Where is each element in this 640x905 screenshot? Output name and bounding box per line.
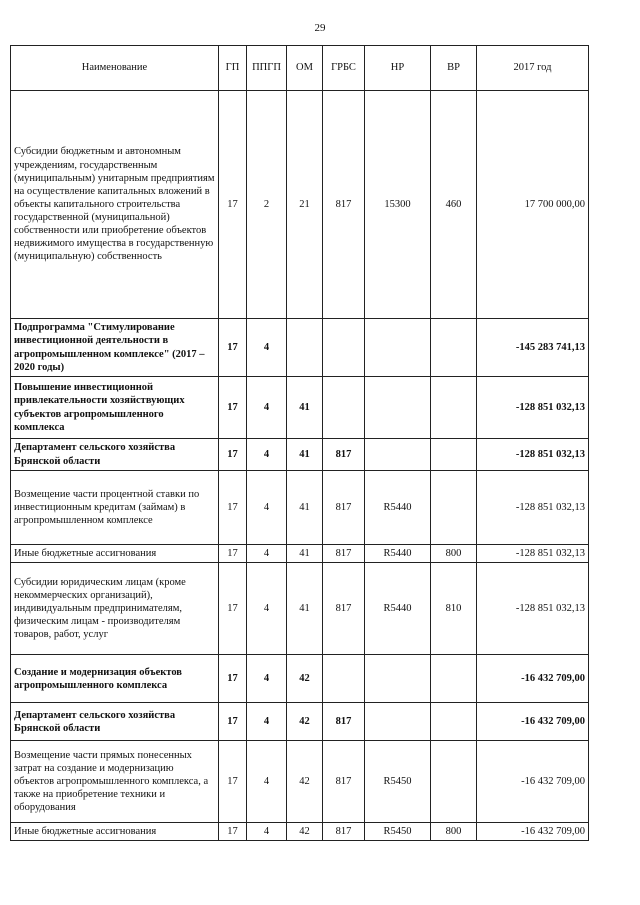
header-grbs: ГРБС (323, 46, 365, 91)
table-row (11, 471, 589, 545)
row-om: 42 (287, 655, 323, 703)
row-gp: 17 (219, 703, 247, 741)
table-row (11, 439, 589, 471)
row-vr: 810 (431, 563, 477, 655)
row-name: Создание и модернизация объектов агропромышленного комплекса (11, 655, 219, 703)
row-om: 21 (287, 91, 323, 319)
row-grbs: 817 (323, 439, 365, 471)
table-row (11, 741, 589, 823)
table-row (11, 319, 589, 377)
row-om: 42 (287, 741, 323, 823)
row-name: Подпрограмма "Стимулирование инвестиционной деятельности в агропромышленном комплексе" (2017 – 2020 годы) (11, 319, 219, 377)
row-grbs (323, 319, 365, 377)
row-gp: 17 (219, 377, 247, 439)
row-nr: R5440 (365, 545, 431, 563)
row-ppgp: 4 (247, 741, 287, 823)
row-ppgp: 4 (247, 471, 287, 545)
row-vr (431, 741, 477, 823)
header-ppgp: ППГП (247, 46, 287, 91)
row-om: 42 (287, 703, 323, 741)
table-row (11, 703, 589, 741)
row-grbs: 817 (323, 703, 365, 741)
row-vr (431, 439, 477, 471)
row-nr: R5440 (365, 471, 431, 545)
row-ppgp: 4 (247, 823, 287, 841)
header-om: ОМ (287, 46, 323, 91)
row-gp: 17 (219, 741, 247, 823)
row-gp: 17 (219, 823, 247, 841)
row-gp: 17 (219, 563, 247, 655)
table-row (11, 91, 589, 319)
row-vr (431, 703, 477, 741)
row-vr: 800 (431, 545, 477, 563)
header-nr: НР (365, 46, 431, 91)
header-gp: ГП (219, 46, 247, 91)
row-om: 41 (287, 563, 323, 655)
row-gp: 17 (219, 545, 247, 563)
row-nr (365, 377, 431, 439)
row-grbs (323, 655, 365, 703)
row-ppgp: 4 (247, 545, 287, 563)
row-amount: 17 700 000,00 (477, 91, 589, 319)
row-om: 42 (287, 823, 323, 841)
row-amount: -128 851 032,13 (477, 471, 589, 545)
row-name: Иные бюджетные ассигнования (11, 545, 219, 563)
row-ppgp: 4 (247, 439, 287, 471)
row-vr: 800 (431, 823, 477, 841)
row-grbs: 817 (323, 741, 365, 823)
row-amount: -16 432 709,00 (477, 703, 589, 741)
row-om: 41 (287, 545, 323, 563)
row-vr (431, 377, 477, 439)
table-row (11, 563, 589, 655)
table-row (11, 823, 589, 841)
row-ppgp: 4 (247, 655, 287, 703)
row-vr (431, 319, 477, 377)
row-nr (365, 439, 431, 471)
row-gp: 17 (219, 91, 247, 319)
row-ppgp: 2 (247, 91, 287, 319)
row-amount: -128 851 032,13 (477, 377, 589, 439)
row-amount: -128 851 032,13 (477, 545, 589, 563)
table-row (11, 655, 589, 703)
row-vr (431, 471, 477, 545)
row-grbs: 817 (323, 563, 365, 655)
row-nr (365, 319, 431, 377)
row-ppgp: 4 (247, 703, 287, 741)
row-amount: -16 432 709,00 (477, 823, 589, 841)
header-name: Наименование (11, 46, 219, 91)
row-om: 41 (287, 439, 323, 471)
row-om: 41 (287, 471, 323, 545)
row-ppgp: 4 (247, 563, 287, 655)
row-vr: 460 (431, 91, 477, 319)
row-grbs: 817 (323, 91, 365, 319)
row-name: Департамент сельского хозяйства Брянской области (11, 703, 219, 741)
row-grbs: 817 (323, 471, 365, 545)
row-gp: 17 (219, 471, 247, 545)
row-name: Субсидии юридическим лицам (кроме некоммерческих организаций), индивидуальным предпринимателям, физическим лицам - производителям товаров, работ, услуг (11, 563, 219, 655)
row-name: Иные бюджетные ассигнования (11, 823, 219, 841)
budget-table (10, 45, 589, 841)
row-name: Субсидии бюджетным и автономным учреждениям, государственным (муниципальным) унитарным предприятиям на осуществление капитальных вложений в объекты капитального строительства государственной (муниципальной) собственности или приобретение объектов недвижимого имущества в государственную (муниципальную) собственность (11, 91, 219, 319)
row-amount: -145 283 741,13 (477, 319, 589, 377)
row-gp: 17 (219, 439, 247, 471)
row-nr: R5440 (365, 563, 431, 655)
row-name: Департамент сельского хозяйства Брянской области (11, 439, 219, 471)
row-nr (365, 655, 431, 703)
row-vr (431, 655, 477, 703)
row-grbs: 817 (323, 545, 365, 563)
row-gp: 17 (219, 319, 247, 377)
row-om: 41 (287, 377, 323, 439)
header-year-2017: 2017 год (477, 46, 589, 91)
table-header-row (11, 46, 589, 91)
row-grbs: 817 (323, 823, 365, 841)
row-gp: 17 (219, 655, 247, 703)
row-amount: -128 851 032,13 (477, 563, 589, 655)
table-row (11, 545, 589, 563)
row-om (287, 319, 323, 377)
row-amount: -16 432 709,00 (477, 741, 589, 823)
row-amount: -128 851 032,13 (477, 439, 589, 471)
row-amount: -16 432 709,00 (477, 655, 589, 703)
page-number: 29 (314, 22, 326, 34)
row-ppgp: 4 (247, 377, 287, 439)
row-nr: 15300 (365, 91, 431, 319)
row-nr: R5450 (365, 823, 431, 841)
row-name: Повышение инвестиционной привлекательности хозяйствующих субъектов агропромышленного комплекса (11, 377, 219, 439)
row-name: Возмещение части прямых понесенных затрат на создание и модернизацию объектов агропромышленного комплекса, а также на приобретение техники и оборудования (11, 741, 219, 823)
row-nr: R5450 (365, 741, 431, 823)
row-grbs (323, 377, 365, 439)
header-vr: ВР (431, 46, 477, 91)
row-ppgp: 4 (247, 319, 287, 377)
row-name: Возмещение части процентной ставки по инвестиционным кредитам (займам) в агропромышленном комплексе (11, 471, 219, 545)
table-row (11, 377, 589, 439)
row-nr (365, 703, 431, 741)
